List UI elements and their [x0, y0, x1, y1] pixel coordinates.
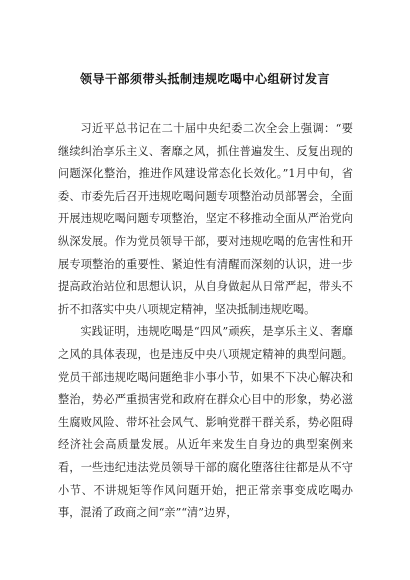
paragraph-2: 实践证明，违规吃喝是“四风”顽疾，是享乐主义、奢靡之风的具体表现，也是违反中央八项规定精神的典型问题。党员干部违规吃喝问题绝非小事小节，如果不下决心解决和整治，势必严重损害党和政府在群众心目中的形象，势必滋生腐败风险、带坏社会风气、影响党群干群关系，势必阻碍经济社会高质量发展。从近年来发生自身边的典型案例来看，一些违纪违法党员领导干部的腐化堕落往往都是从不守小节、不讲规矩等作风问题开始，把正常亲事变成吃喝办事，混淆了政商之间“亲”“清”边界，	[58, 325, 353, 520]
paragraph-1: 习近平总书记在二十届中央纪委二次全会上强调：“要继续纠治享乐主义、奢靡之风，抓住普遍发生、反复出现的问题深化整治，推进作风建设常态化长效化。”1月中旬，省委、市委先后召开违规吃喝问题专项整治动员部署会，全面开展违规吃喝问题专项整治，坚定不移推动全面从严治党向纵深发展。作为党员领导干部，要对违规吃喝的危害性和开展专项整治的重要性、紧迫性有清醒而深刻的认识，进一步提高政治站位和思想认识，从自身做起从日常严起，带头不折不扣落实中央八项规定精神，坚决抵制违规吃喝。	[58, 122, 353, 316]
document-title: 领导干部须带头抵制违规吃喝中心组研讨发言	[79, 72, 330, 86]
document-body	[58, 118, 353, 525]
